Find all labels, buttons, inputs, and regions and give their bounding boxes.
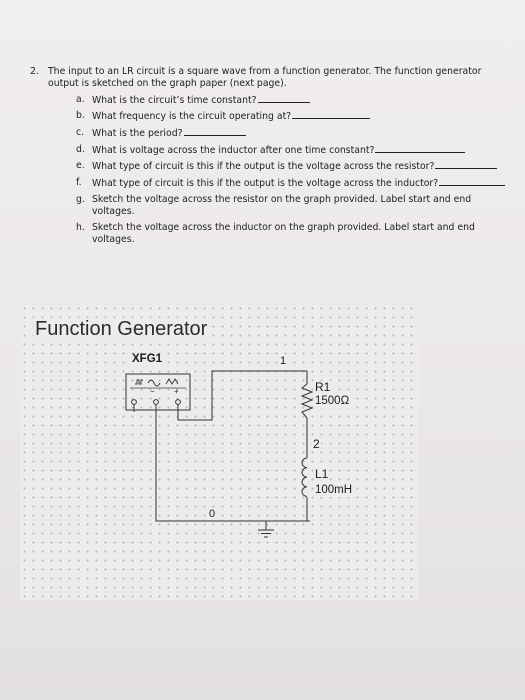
ground-icon	[258, 530, 274, 537]
question-number: 2.	[30, 66, 39, 77]
node-2-label: 2	[313, 437, 320, 451]
question-item-prompt: What is the period?	[92, 127, 183, 139]
generator-name-label: XFG1	[132, 353, 163, 365]
triangle-wave-icon	[166, 379, 178, 384]
question-item-prompt: What type of circuit is this if the output is the voltage across the inductor?	[92, 178, 439, 190]
question-item-prompt: What is voltage across the inductor after one time constant?	[92, 144, 375, 156]
question-item-letter: a.	[76, 93, 85, 105]
resistor-icon	[302, 384, 312, 418]
terminal-plus: +	[174, 387, 179, 396]
resistor-value-label: 1500Ω	[315, 395, 350, 407]
resistor-name-label: R1	[315, 380, 331, 394]
question-item-letter: h.	[76, 221, 85, 233]
question-item-prompt: What type of circuit is this if the output is the voltage across the resistor?	[92, 161, 435, 173]
question-item-letter: g.	[76, 193, 85, 205]
square-wave-icon	[135, 380, 143, 384]
question-item-letter: d.	[76, 143, 85, 155]
inductor-name-label: L1	[315, 467, 329, 481]
question-item-prompt: What frequency is the circuit operating at?	[92, 111, 292, 123]
question-item-letter: c.	[76, 126, 85, 138]
question-item-prompt: What is the circuit’s time constant?	[92, 94, 257, 106]
terminal-minus: −	[150, 387, 155, 396]
question-stem: The input to an LR circuit is a square wave from a function generator. The function generator output is sketched on the graph paper (next page).	[48, 66, 482, 90]
sine-wave-icon	[148, 380, 160, 386]
wire-bottom	[156, 412, 310, 521]
node-0-label: 0	[209, 508, 216, 520]
question-item-prompt: Sketch the voltage across the inductor on the graph provided. Label start and end voltages.	[92, 221, 475, 245]
wires	[156, 371, 310, 530]
question-item-letter: e.	[76, 160, 85, 172]
wire-top	[178, 371, 307, 420]
generator-box	[126, 374, 190, 410]
function-generator-title: Function Generator	[35, 318, 208, 340]
question-item-letter: b.	[76, 110, 85, 122]
question-item-prompt: Sketch the voltage across the resistor on the graph provided. Label start and end voltages.	[92, 193, 472, 218]
inductor-icon	[302, 458, 307, 496]
question-item-letter: f.	[76, 177, 82, 189]
inductor-value-label: 100mH	[315, 484, 353, 496]
node-1-label: 1	[280, 355, 287, 367]
